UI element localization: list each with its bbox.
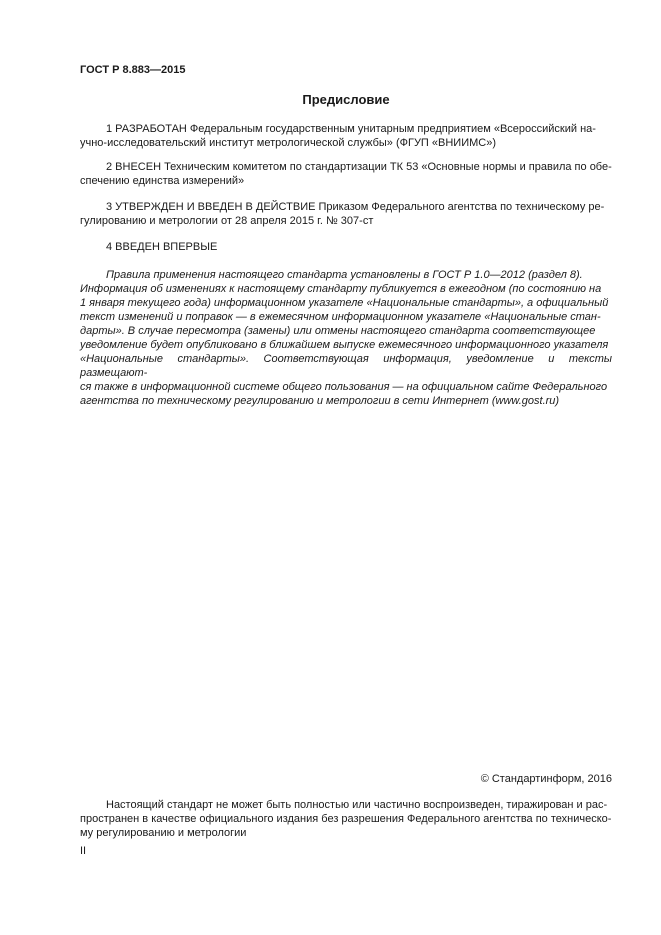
paragraph-line: ся также в информационной системе общего пользования — на официальном сайте Федерального [80,381,608,393]
paragraph-application-rules [80,268,612,408]
paragraph-line: уведомление будет опубликовано в ближайшем выпуске ежемесячного информационного указателя [80,339,609,351]
paragraph-line: Информация об изменениях к настоящему стандарту публикуется в ежегодном (по состоянию на [80,283,602,295]
paragraph-line: гулированию и метрологии от 28 апреля 2015 г. № 307-ст [80,215,374,227]
paragraph-line: текст изменений и поправок — в ежемесячном информационном указателе «Национальные стан- [80,311,601,323]
paragraph-line: му регулированию и метрологии [80,827,247,839]
page-number: II [80,845,87,857]
paragraph-line: 3 УТВЕРЖДЕН И ВВЕДЕН В ДЕЙСТВИЕ Приказом Федерального агентства по техническому ре- [106,201,605,213]
paragraph-line: спечению единства измерений» [80,175,245,187]
paragraph-line: учно-исследовательский институт метрологической службы» (ФГУП «ВНИИМС») [80,137,496,149]
paragraph-line: «Национальные стандарты». Соответствующая информация, уведомление и тексты размещают- [80,353,612,379]
paragraph-approved [80,200,612,228]
paragraph-submitted [80,160,612,188]
paragraph-introduced [80,240,612,254]
page-title: Предисловие [302,92,390,107]
copyright-notice: © Стандартинформ, 2016 [480,773,612,785]
paragraph-line: 4 ВВЕДЕН ВПЕРВЫЕ [106,241,218,253]
paragraph-line: 1 января текущего года) информационном указателе «Национальные стандарты», а официальный [80,297,609,309]
standard-id-header: ГОСТ Р 8.883—2015 [80,64,186,76]
paragraph-line: дарты». В случае пересмотра (замены) или отмены настоящего стандарта соответствующее [80,325,596,337]
paragraph-line: 1 РАЗРАБОТАН Федеральным государственным унитарным предприятием «Всероссийский на- [106,123,596,135]
paragraph-line: Настоящий стандарт не может быть полностью или частично воспроизведен, тиражирован и рас- [106,799,608,811]
paragraph-line: агентства по техническому регулированию и метрологии в сети Интернет (www.gost.ru) [80,395,560,407]
paragraph-line: Правила применения настоящего стандарта установлены в ГОСТ Р 1.0—2012 (раздел 8). [106,269,583,281]
paragraph-line: 2 ВНЕСЕН Техническим комитетом по стандартизации ТК 53 «Основные нормы и правила по обе- [106,161,612,173]
paragraph-developed [80,122,612,150]
paragraph-line: пространен в качестве официального издания без разрешения Федерального агентства по техническо- [80,813,612,825]
reproduction-notice [80,798,612,840]
